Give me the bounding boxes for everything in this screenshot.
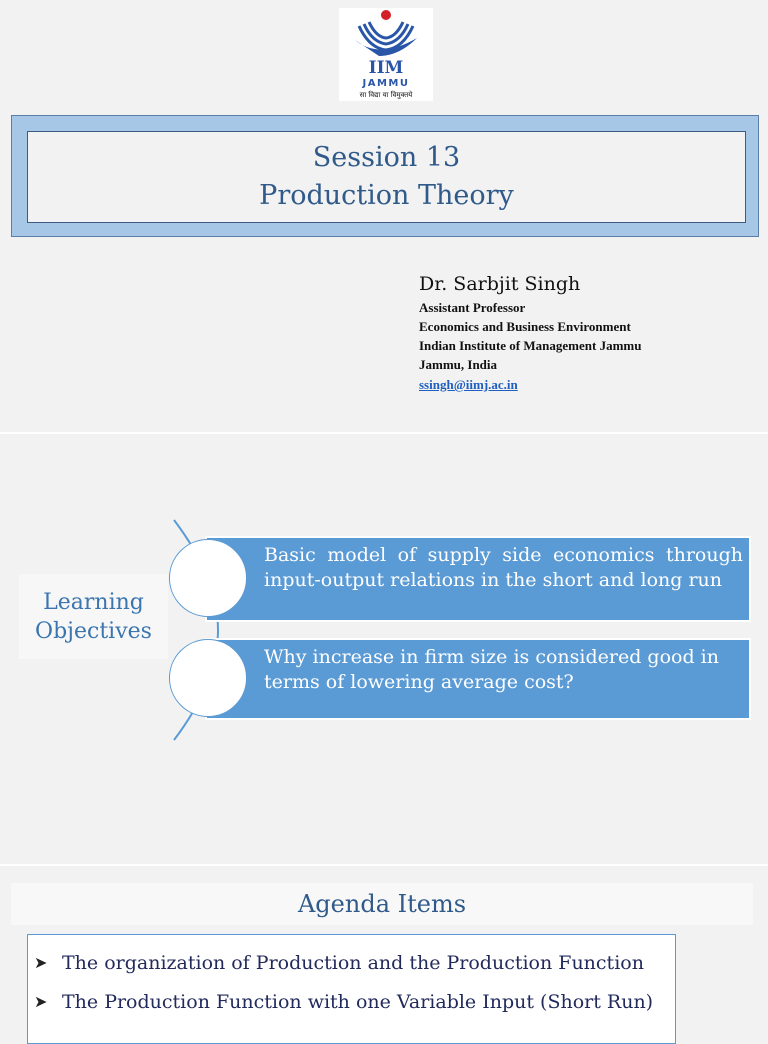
label-line-2: Objectives: [35, 618, 152, 644]
session-title: Session 13: [312, 142, 461, 173]
arrow-bullet-icon: ➤: [34, 953, 48, 972]
objective-item: Why increase in firm size is considered good in terms of lowering average cost?: [205, 638, 751, 720]
author-block: [419, 272, 641, 394]
objective-bullet-circle: [169, 639, 247, 717]
author-location: Jammu, India: [419, 357, 498, 372]
iim-jammu-logo: [339, 8, 433, 101]
label-line-1: Learning: [43, 589, 144, 615]
logo-motto-text: सा विद्या या विमुक्तये: [359, 91, 413, 99]
author-institute: Indian Institute of Management Jammu: [419, 338, 642, 353]
agenda-item: [34, 943, 675, 982]
author-name: Dr. Sarbjit Singh: [419, 273, 581, 295]
learning-objectives-label: [19, 574, 168, 659]
agenda-heading: Agenda Items: [11, 883, 753, 925]
title-box: [27, 131, 746, 223]
agenda-item: [34, 982, 675, 1021]
author-role: Assistant Professor: [419, 300, 526, 315]
logo-place-text: JAMMU: [362, 78, 410, 89]
objective-bullet-circle: [169, 539, 247, 617]
agenda-item-text: The organization of Production and the Production Function: [62, 951, 644, 974]
agenda-item-text: The Production Function with one Variable Input (Short Run): [62, 990, 654, 1013]
topic-title: Production Theory: [259, 180, 514, 211]
agenda-list: [27, 934, 676, 1044]
logo-emblem-icon: [339, 8, 433, 101]
slide-learning-objectives: [0, 434, 768, 864]
author-department: Economics and Business Environment: [419, 319, 631, 334]
slide-agenda: [0, 866, 768, 1024]
author-email-link[interactable]: ssingh@iimj.ac.in: [419, 377, 518, 392]
slide-title: [0, 0, 768, 432]
logo-name-text: IIM: [368, 58, 404, 78]
objective-item: Basic model of supply side economics through input-output relations in the short and long run: [205, 536, 751, 622]
arrow-bullet-icon: ➤: [34, 992, 48, 1011]
title-frame: [11, 115, 759, 237]
